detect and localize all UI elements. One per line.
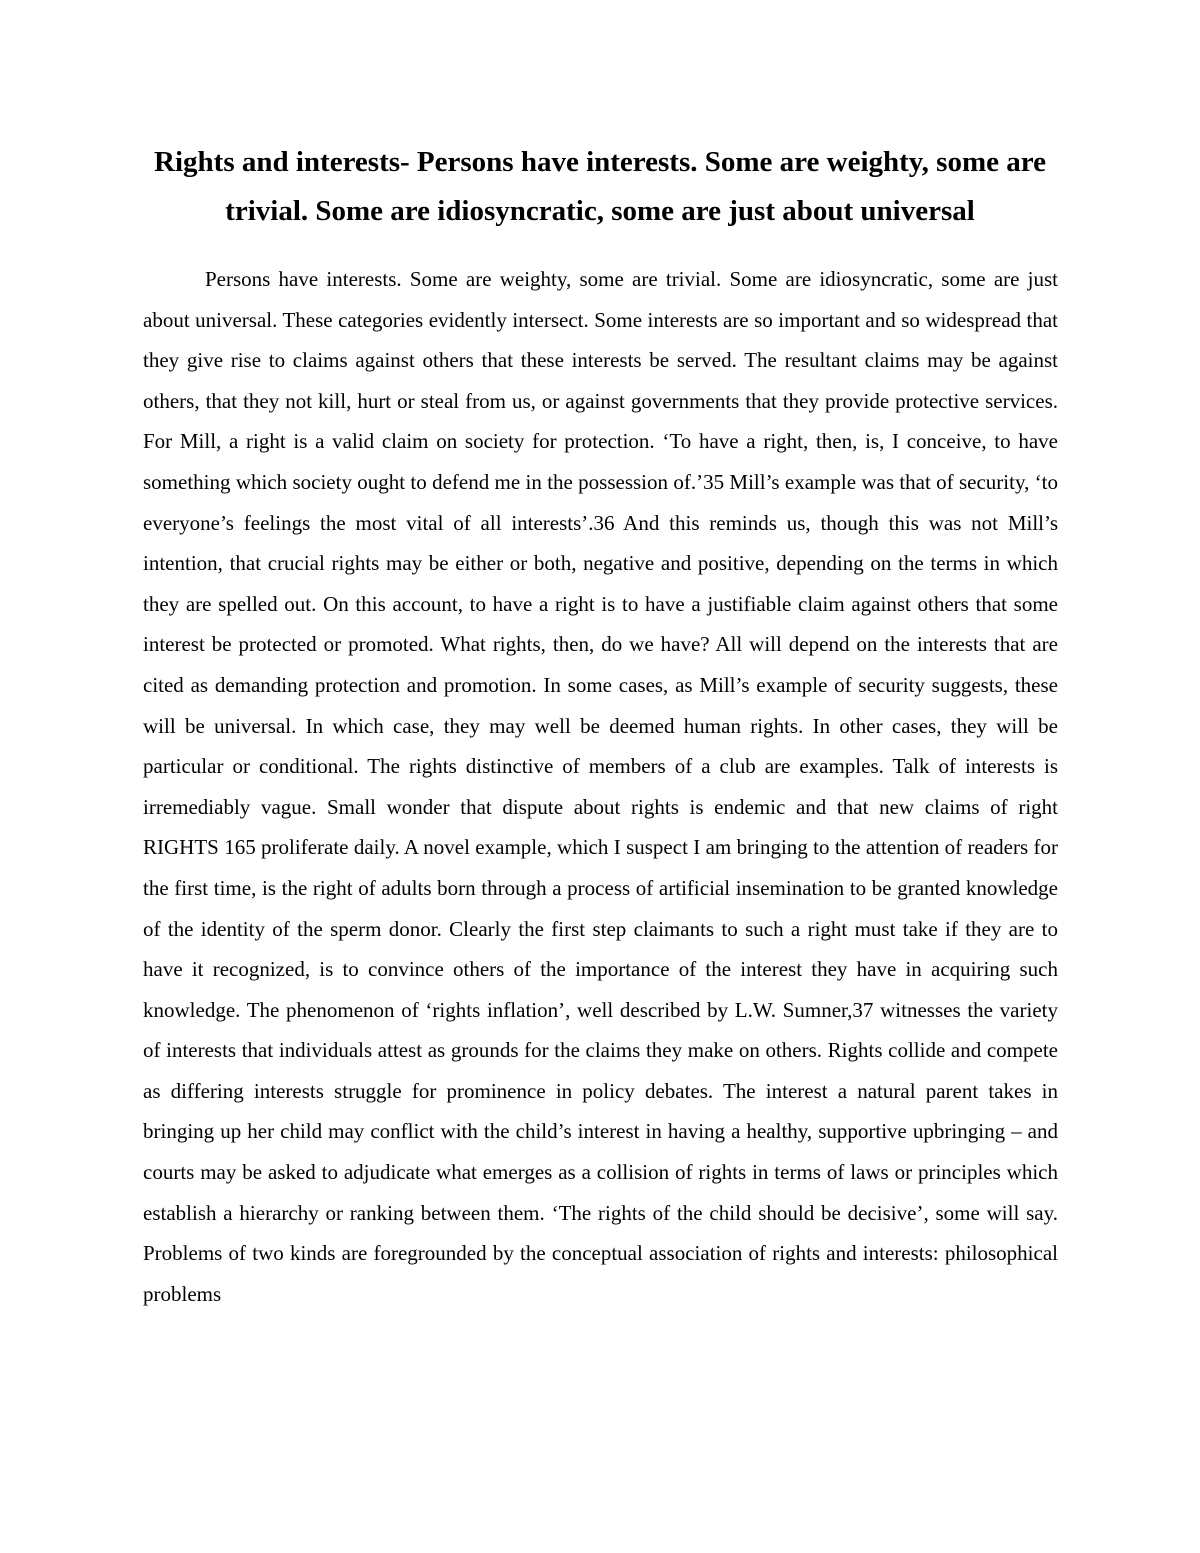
- body-paragraph: Persons have interests. Some are weighty, some are trivial. Some are idiosyncratic, some are just about universal. These categories evidently intersect. Some interests are so important and so widespread that they give rise to claims against others that these interests be served. The resultant claims may be against others, that they not kill, hurt or steal from us, or against governments that they provide protective services. For Mill, a right is a valid claim on society for protection. ‘To have a right, then, is, I conceive, to have something which society ought to defend me in the possession of.’35 Mill’s example was that of security, ‘to everyone’s feelings the most vital of all interests’.36 And this reminds us, though this was not Mill’s intention, that crucial rights may be either or both, negative and positive, depending on the terms in which they are spelled out. On this account, to have a right is to have a justifiable claim against others that some interest be protected or promoted. What rights, then, do we have? All will depend on the interests that are cited as demanding protection and promotion. In some cases, as Mill’s example of security suggests, these will be universal. In which case, they may well be deemed human rights. In other cases, they will be particular or conditional. The rights distinctive of members of a club are examples. Talk of interests is irremediably vague. Small wonder that dispute about rights is endemic and that new claims of right RIGHTS 165 proliferate daily. A novel example, which I suspect I am bringing to the attention of readers for the first time, is the right of adults born through a process of artificial insemination to be granted knowledge of the identity of the sperm donor. Clearly the first step claimants to such a right must take if they are to have it recognized, is to convince others of the importance of the interest they have in acquiring such knowledge. The phenomenon of ‘rights inflation’, well described by L.W. Sumner,37 witnesses the variety of interests that individuals attest as grounds for the claims they make on others. Rights collide and compete as differing interests struggle for prominence in policy debates. The interest a natural parent takes in bringing up her child may conflict with the child’s interest in having a healthy, supportive upbringing – and courts may be asked to adjudicate what emerges as a collision of rights in terms of laws or principles which establish a hierarchy or ranking between them. ‘The rights of the child should be decisive’, some will say. Problems of two kinds are foregrounded by the conceptual association of rights and interests: philosophical problems: [143, 267, 1058, 1306]
- document-title: Rights and interests- Persons have interests. Some are weighty, some are trivial. Some are idiosyncratic, some are just about universal: [154, 146, 1046, 227]
